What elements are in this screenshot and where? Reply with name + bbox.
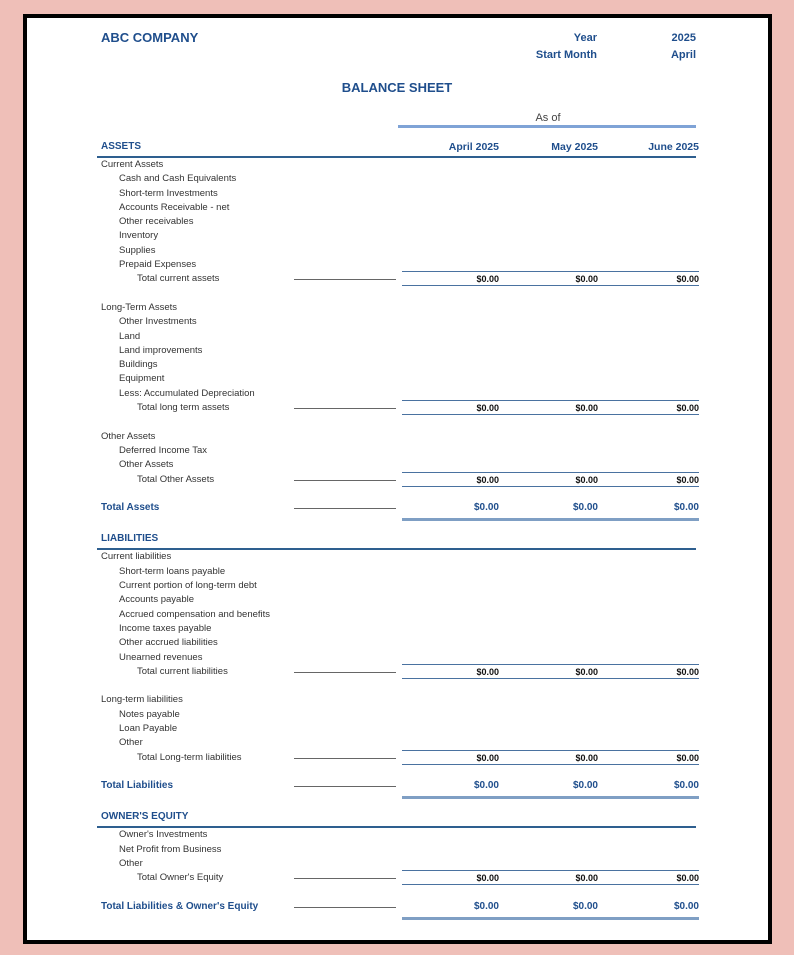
value-cell[interactable]: $0.00 — [673, 780, 699, 792]
value-cell[interactable]: $0.00 — [575, 403, 598, 414]
value-cell[interactable]: $0.00 — [473, 780, 499, 792]
value-cells — [402, 900, 699, 920]
row-label: Owner's Investments — [119, 829, 208, 841]
table-row-other-assets — [97, 430, 696, 444]
table-row-prepaid-expenses — [97, 258, 696, 272]
table-row-short-term-loans-payable — [97, 565, 696, 579]
row-label: Inventory — [119, 230, 159, 242]
row-label: Notes payable — [119, 708, 180, 720]
column-header: May 2025 — [551, 141, 598, 153]
row-label: Long-Term Assets — [101, 301, 178, 313]
row-label: Total Long-term liabilities — [137, 751, 242, 763]
table-row-equipment — [97, 372, 696, 386]
underline-divider — [294, 907, 396, 908]
as-of-divider — [398, 125, 696, 128]
balance-sheet-table — [97, 139, 699, 916]
spacer-row — [97, 765, 696, 779]
table-row-land — [97, 330, 696, 344]
value-cells — [402, 750, 699, 765]
row-label: Other accrued liabilities — [119, 637, 218, 649]
row-label: Accrued compensation and benefits — [119, 608, 271, 620]
row-label: Current liabilities — [101, 551, 172, 563]
underline-divider — [294, 480, 396, 481]
underline-divider — [294, 508, 396, 509]
table-row-total-assets — [97, 501, 699, 517]
row-label: Equipment — [119, 373, 165, 385]
row-label: Other — [119, 858, 143, 870]
row-label: Unearned revenues — [119, 651, 203, 663]
row-label: Other Assets — [119, 459, 174, 471]
start-month-value[interactable]: April — [670, 49, 696, 61]
year-label: Year — [573, 32, 597, 44]
table-row-total-liabilities — [97, 779, 699, 795]
table-row-land-improvements — [97, 344, 696, 358]
value-cell[interactable]: $0.00 — [676, 474, 699, 485]
value-cell[interactable]: $0.00 — [476, 873, 499, 884]
spacer-row — [97, 795, 696, 809]
value-cells — [402, 664, 699, 679]
value-cell[interactable]: $0.00 — [676, 873, 699, 884]
table-row-total-liabilities-owner-s-equity — [97, 900, 699, 916]
value-cells — [402, 870, 699, 885]
row-label: Total current assets — [137, 273, 220, 285]
row-label: Supplies — [119, 244, 156, 256]
row-label: Total current liabilities — [137, 665, 228, 677]
column-header: April 2025 — [448, 141, 499, 153]
table-row-less-accumulated-depreciation — [97, 387, 696, 401]
spacer-row — [97, 886, 696, 900]
table-row-accounts-payable — [97, 593, 696, 607]
table-row-total-owner-s-equity — [97, 871, 699, 885]
value-cell[interactable]: $0.00 — [575, 274, 598, 285]
as-of-label: As of — [535, 112, 561, 124]
row-label: ASSETS — [101, 141, 142, 152]
underline-divider — [294, 672, 396, 673]
table-row-total-other-assets — [97, 473, 699, 487]
row-label: Total Other Assets — [137, 473, 215, 485]
value-cell[interactable]: $0.00 — [572, 780, 598, 792]
table-row-cash-and-cash-equivalents — [97, 172, 696, 186]
table-row-inventory — [97, 229, 696, 243]
page-title: BALANCE SHEET — [341, 80, 453, 95]
table-row-buildings — [97, 358, 696, 372]
row-label: Less: Accumulated Depreciation — [119, 387, 255, 399]
table-row-total-current-assets — [97, 272, 699, 286]
table-row-current-assets — [97, 158, 696, 172]
row-label: Long-term liabilities — [101, 694, 183, 706]
spacer-row — [97, 679, 696, 693]
value-cell[interactable]: $0.00 — [572, 502, 598, 514]
row-label: Cash and Cash Equivalents — [119, 173, 237, 185]
value-cell[interactable]: $0.00 — [673, 900, 699, 912]
table-row-total-long-term-liabilities — [97, 751, 699, 765]
value-cell[interactable]: $0.00 — [476, 403, 499, 414]
value-cells — [402, 271, 699, 286]
row-label: Loan Payable — [119, 722, 178, 734]
row-label: Total Owner's Equity — [137, 872, 224, 884]
spacer-row — [97, 517, 696, 531]
table-row-loan-payable — [97, 722, 696, 736]
spacer-row — [97, 287, 696, 301]
value-cell[interactable]: $0.00 — [473, 502, 499, 514]
value-cell[interactable]: $0.00 — [676, 274, 699, 285]
table-row-accounts-receivable-net — [97, 201, 696, 215]
row-label: Other receivables — [119, 216, 194, 228]
row-label: Other Assets — [101, 430, 156, 442]
underline-divider — [294, 786, 396, 787]
table-row-long-term-assets — [97, 301, 696, 315]
table-row-total-long-term-assets — [97, 401, 699, 415]
table-row-supplies — [97, 244, 696, 258]
start-month-label: Start Month — [535, 49, 597, 61]
value-cell[interactable]: $0.00 — [473, 900, 499, 912]
company-name[interactable]: ABC COMPANY — [101, 30, 199, 45]
row-label: Total Liabilities & Owner's Equity — [101, 900, 259, 912]
balance-sheet-page — [23, 14, 772, 944]
value-cell[interactable]: $0.00 — [676, 403, 699, 414]
row-label: Total long term assets — [137, 402, 230, 414]
underline-divider — [294, 408, 396, 409]
table-row-other — [97, 736, 696, 750]
row-label: LIABILITIES — [101, 533, 159, 545]
value-cell[interactable]: $0.00 — [673, 502, 699, 514]
value-cells — [402, 472, 699, 487]
row-label: Current portion of long-term debt — [119, 580, 257, 592]
underline-divider — [294, 279, 396, 280]
row-label: Current Assets — [101, 159, 164, 170]
row-label: Land improvements — [119, 344, 203, 356]
row-label: Total Liabilities — [101, 780, 174, 792]
row-label: Short-term Investments — [119, 187, 218, 199]
underline-divider — [294, 878, 396, 879]
value-cell[interactable]: $0.00 — [476, 274, 499, 285]
value-cell[interactable]: $0.00 — [572, 900, 598, 912]
value-cell[interactable]: $0.00 — [476, 666, 499, 677]
value-cell[interactable]: $0.00 — [575, 474, 598, 485]
year-value[interactable]: 2025 — [671, 32, 696, 44]
table-row-long-term-liabilities — [97, 693, 696, 707]
value-cell[interactable]: $0.00 — [476, 752, 499, 763]
value-cell[interactable]: $0.00 — [676, 752, 699, 763]
spacer-row — [97, 415, 696, 429]
table-row-current-portion-of-long-term-debt — [97, 579, 696, 593]
section-header-liabilities — [97, 531, 696, 550]
underline-divider — [294, 758, 396, 759]
row-label: Total Assets — [101, 502, 160, 514]
row-label: Other — [119, 737, 143, 749]
row-label: Net Profit from Business — [119, 843, 222, 855]
table-row-owner-s-investments — [97, 828, 696, 842]
table-row-unearned-revenues — [97, 651, 696, 665]
row-label: Accounts Receivable - net — [119, 201, 230, 213]
row-label: Buildings — [119, 359, 158, 371]
value-cell[interactable]: $0.00 — [676, 666, 699, 677]
table-row-other-receivables — [97, 215, 696, 229]
value-cells — [402, 400, 699, 415]
row-label: Accounts payable — [119, 594, 194, 606]
row-label: Deferred Income Tax — [119, 444, 208, 456]
table-row-accrued-compensation-and-benefits — [97, 608, 696, 622]
table-row-current-liabilities — [97, 550, 696, 564]
value-cell[interactable]: $0.00 — [575, 873, 598, 884]
row-label: Land — [119, 330, 141, 342]
value-cell[interactable]: $0.00 — [575, 666, 598, 677]
row-label: Short-term loans payable — [119, 565, 226, 577]
table-row-other-accrued-liabilities — [97, 636, 696, 650]
table-row-other — [97, 857, 696, 871]
column-header: June 2025 — [648, 141, 699, 153]
table-row-deferred-income-tax — [97, 444, 696, 458]
table-row-income-taxes-payable — [97, 622, 696, 636]
section-header-owner-s-equity — [97, 809, 696, 828]
value-cell[interactable]: $0.00 — [575, 752, 598, 763]
section-header-assets — [97, 139, 699, 158]
row-label: Other Investments — [119, 316, 197, 328]
table-row-other-investments — [97, 315, 696, 329]
table-row-total-current-liabilities — [97, 665, 699, 679]
row-label: Prepaid Expenses — [119, 259, 197, 271]
value-cell[interactable]: $0.00 — [476, 474, 499, 485]
spacer-row — [97, 487, 696, 501]
table-row-other-assets — [97, 458, 696, 472]
table-row-net-profit-from-business — [97, 843, 696, 857]
row-label: OWNER'S EQUITY — [101, 811, 189, 823]
row-label: Income taxes payable — [119, 622, 212, 634]
table-row-short-term-investments — [97, 187, 696, 201]
table-row-notes-payable — [97, 708, 696, 722]
